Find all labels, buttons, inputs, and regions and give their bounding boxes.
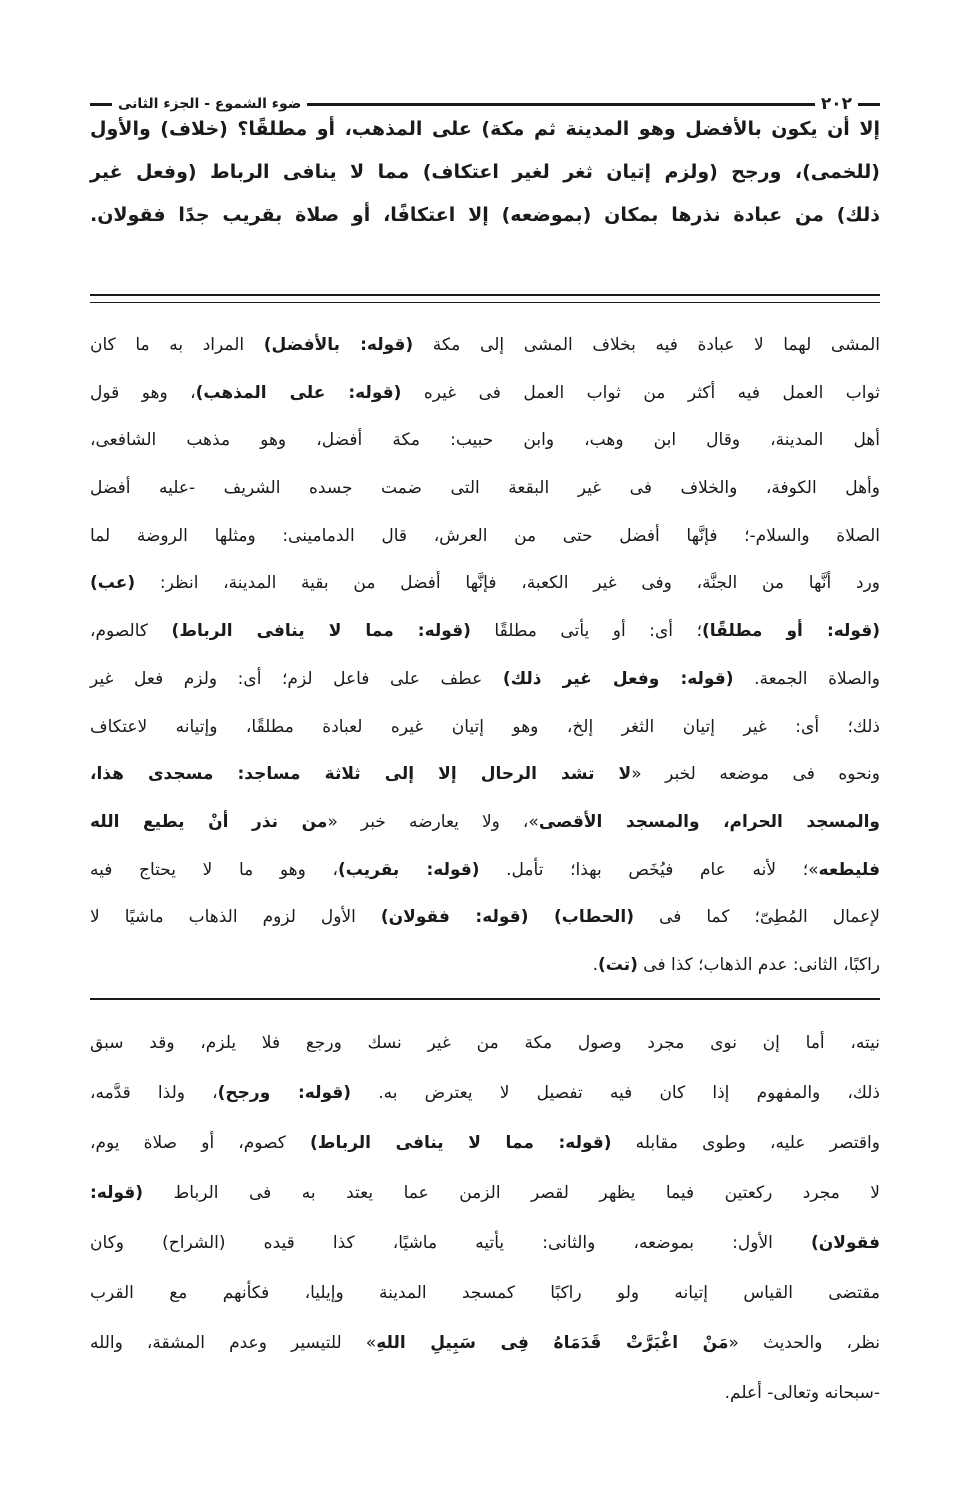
text-line [90,108,880,151]
text-segment: أهل المدينة، وقال ابن وهب، وابن حبيب: مكة أفضل، وهو مذهب الشافعى، [90,430,880,451]
text-segment: ونحوه فى موضعه لخبر « [631,764,880,785]
text-segment: الصلاة والسلام-؛ فإنَّها أفضل حتى من العرش، قال الدمامينى: ومثلها الروضة لما [90,525,880,546]
double-rule-top [90,294,880,296]
text-segment: واقتصر عليه، وطوى مقابله [611,1133,880,1153]
text-segment: -سبحانه وتعالى- أعلم. [724,1383,880,1403]
bold-segment: مَنْ اغْبَرَّتْ قَدَمَاهُ فِى سَبِيلِ اللهِ [376,1333,729,1353]
text-segment: لإعمال المُطِىّ؛ كما فى [634,907,880,928]
text-line [90,151,880,194]
text-line [90,560,880,608]
text-line [90,465,880,513]
text-line [90,370,880,418]
text-segment: وأهل الكوفة، والخلاف فى غير البقعة التى ضمت جسده الشريف -عليه أفضل [90,478,880,499]
text-segment: ذلك؛ أى: غير إتيان الثغر إلخ، وهو إتيان غيره لعبادة مطلقًا، وإتيانه لاعتكاف [90,716,880,737]
bold-segment: من نذر أنْ يطيع الله [90,811,328,832]
text-segment: ، وهو قول [90,382,196,403]
text-line [90,847,880,895]
bold-segment: (تت) [597,954,638,975]
text-line [90,513,880,561]
text-segment: ، ولذا قدَّمه، [90,1083,218,1103]
bold-segment: (قوله: مما لا ينافى الرباط) [310,1133,612,1153]
main-text [90,108,880,237]
text-segment: عطف على فاعل لزم؛ أى: ولزم فعل غير [90,668,503,689]
text-line [90,608,880,656]
bold-segment: (عب) [90,573,136,594]
text-segment: والصلاة الجمعة. [733,668,881,689]
text-line [90,1118,880,1168]
text-line [90,799,880,847]
bold-segment: فقولان) [811,1233,880,1253]
bold-segment: (الحطاب) (قوله: فقولان) [380,907,635,928]
footnote-separator [90,998,880,1000]
bold-segment: (قوله: بالأفضل) [263,335,414,355]
text-segment: المراد به ما كان [90,335,264,355]
text-line [90,894,880,942]
text-segment: كالصوم، [90,621,172,642]
bold-segment: (قوله: وفعل غير ذلك) [502,668,734,689]
commentary-text [90,322,880,990]
text-segment: ورد أنَّها من الجنَّة، وفى غير الكعبة، فإنَّها أفضل من بقية المدينة، انظر: [135,573,880,594]
text-line [90,322,880,370]
text-line [90,1268,880,1318]
running-title: ضوء الشموع - الجزء الثانى [112,92,307,116]
bold-segment: والمسجد الحرام، والمسجد الأقصى [538,811,881,832]
text-segment: ؛ أى: أو يأتى مطلقًا [470,621,702,642]
text-line [90,1318,880,1368]
text-segment: ، وهو ما لا يحتاج فيه [90,859,338,880]
text-line [90,704,880,752]
text-line [90,1218,880,1268]
text-segment: المشى لهما لا عبادة فيه بخلاف المشى إلى مكة [413,335,880,355]
text-line [90,656,880,704]
bold-segment: (قوله: بقريب) [337,859,480,880]
text-segment: ذلك، والمفهوم إذا كان فيه تفصيل لا يعترض به. [351,1083,880,1103]
text-segment: الأول: بموضعه، والثانى: يأتيه ماشيًا، كذا قيده (الشراح) وكان [90,1233,812,1253]
bold-segment: (قوله: ورجح) [217,1083,352,1103]
text-segment: . [592,954,598,975]
text-segment: كصوم، أو صلاة يوم، [90,1133,311,1153]
text-segment: نيته، أما إن نوى مجرد وصول مكة من غير نسك ورجع فلا يلزم، وقد سبق [90,1033,880,1053]
bold-segment: (قوله: مما لا ينافى الرباط) [171,621,471,642]
text-segment: الأول لزوم الذهاب ماشيًا لا [90,907,381,928]
text-line [90,1368,880,1418]
bold-segment: (قوله: على المذهب) [195,382,402,403]
text-line [90,942,880,990]
text-segment: راكبًا، الثانى: عدم الذهاب؛ كذا فى [637,954,880,975]
text-segment: »، ولا يعارضه خبر « [327,811,539,832]
text-line [90,417,880,465]
page-number: ٢٠٢ [815,92,858,116]
text-line [90,1068,880,1118]
bold-segment: (للخمى)، ورجح (ولزم إتيان ثغر لغير اعتكاف) مما لا ينافى الرباط (وفعل غير [90,161,880,183]
text-segment: »؛ لأنه عام فيُخَص بهذا؛ تأمل. [479,859,819,880]
bold-segment: لا تشد الرحال إلا إلى ثلاثة مساجد: مسجدى هذا، [90,764,632,785]
text-segment: مقتضى القياس إتيانه ولو راكبًا كمسجد المدينة وإيليا، فكأنهم مع القرب [90,1283,880,1303]
double-rule-bottom [90,302,880,303]
text-segment: نظر، والحديث « [728,1333,880,1353]
text-line [90,751,880,799]
footnote-text [90,1018,880,1418]
bold-segment: ذلك) من عبادة نذرها بمكان (بموضعه) إلا اعتكافًا، أو صلاة بقريب جدًا فقولان. [90,204,880,226]
bold-segment: (قوله: أو مطلقًا) [702,621,880,642]
bold-segment: (قوله: [90,1183,144,1203]
bold-segment: فليطعه [818,859,880,880]
text-line [90,194,880,237]
text-line [90,1018,880,1068]
text-segment: ثواب العمل فيه أكثر من ثواب العمل فى غيره [401,382,881,403]
bold-segment: إلا أن يكون بالأفضل وهو المدينة ثم مكة) على المذهب، أو مطلقًا؟ (خلاف) والأول [90,118,880,140]
text-segment: » للتيسير وعدم المشقة، والله [90,1333,377,1353]
text-line [90,1168,880,1218]
text-segment: لا مجرد ركعتين فيما يظهر لقصر الزمن عما يعتد به فى الرباط [143,1183,880,1203]
